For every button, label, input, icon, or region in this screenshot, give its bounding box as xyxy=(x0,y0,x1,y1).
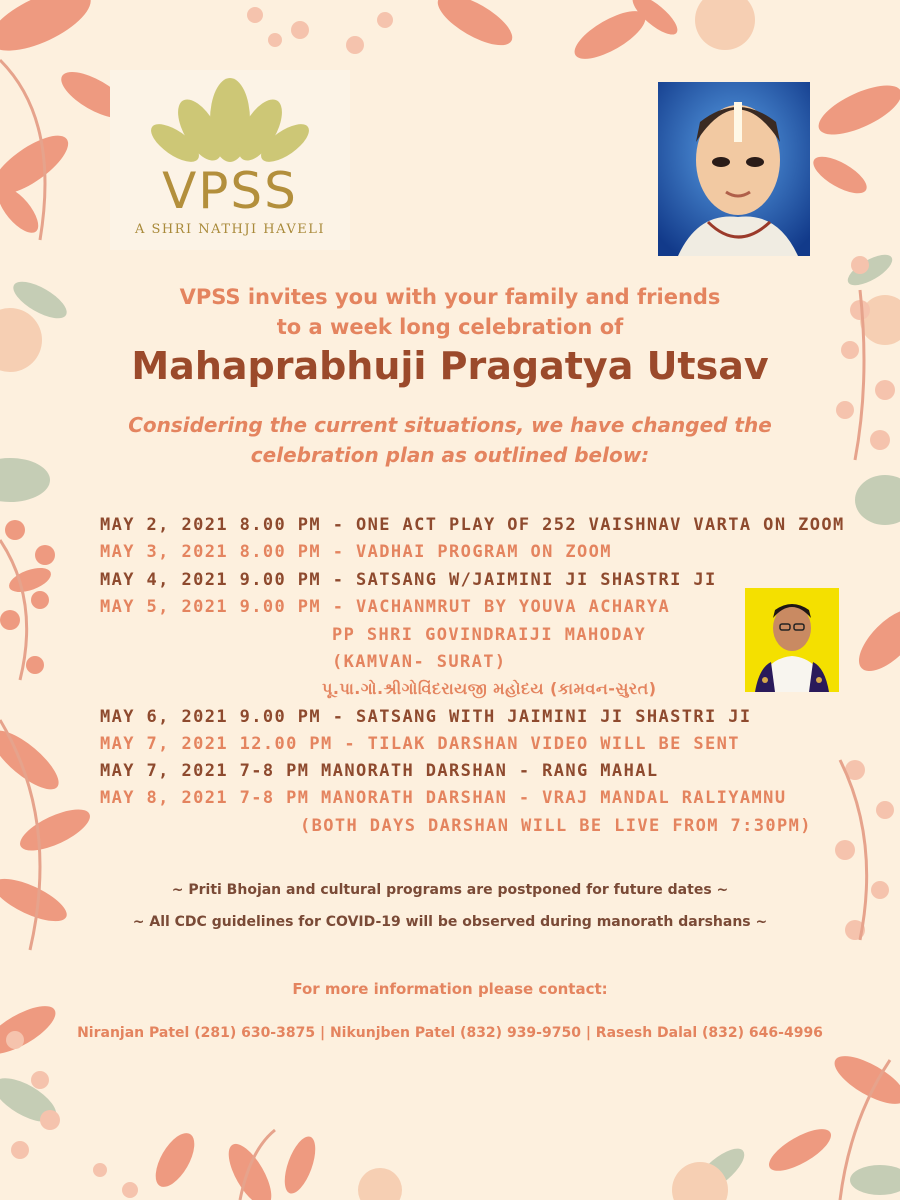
logo-tagline: A SHRI NATHJI HAVELI xyxy=(134,222,326,237)
schedule-item: MAY 7, 2021 7-8 PM MANORATH DARSHAN - RANG MAHAL xyxy=(100,761,659,781)
schedule-item: MAY 5, 2021 9.00 PM - VACHANMRUT BY YOUVA ACHARYA xyxy=(100,597,671,617)
note-line-2: celebration plan as outlined below: xyxy=(250,443,650,467)
schedule-item: PP SHRI GOVINDRAIJI MAHODAY xyxy=(332,625,647,645)
plan-note xyxy=(0,410,900,470)
intro-line-2: to a week long celebration of xyxy=(276,315,624,339)
contact-list: Niranjan Patel (281) 630-3875 | Nikunjben Patel (832) 939-9750 | Rasesh Dalal (832) 646-4996 xyxy=(77,1025,823,1041)
note-line-1: Considering the current situations, we have changed the xyxy=(128,413,772,437)
schedule-item: MAY 8, 2021 7-8 PM MANORATH DARSHAN - VRAJ MANDAL RALIYAMNU xyxy=(100,788,787,808)
intro-line-1: VPSS invites you with your family and friends xyxy=(179,285,721,309)
mahaprabhuji-portrait xyxy=(658,82,810,256)
lotus-icon xyxy=(140,75,320,165)
schedule-item: MAY 4, 2021 9.00 PM - SATSANG W/JAIMINI JI SHASTRI JI xyxy=(100,570,717,590)
acharya-portrait xyxy=(745,588,839,692)
vpss-logo xyxy=(110,70,350,250)
schedule-item: MAY 2, 2021 8.00 PM - ONE ACT PLAY OF 252 VAISHNAV VARTA ON ZOOM xyxy=(100,515,845,535)
postponed-note: ~ Priti Bhojan and cultural programs are postponed for future dates ~ xyxy=(171,882,729,898)
schedule-item: (KAMVAN- SURAT) xyxy=(332,652,507,672)
schedule-item: MAY 6, 2021 9.00 PM - SATSANG WITH JAIMINI JI SHASTRI JI xyxy=(100,707,752,727)
schedule-item-gujarati: પૂ.પા.ગો.શ્રીગોવિંદરાયજી મહોદય (કામવન-સુરત) xyxy=(322,679,657,698)
schedule-item: MAY 7, 2021 12.00 PM - TILAK DARSHAN VIDEO WILL BE SENT xyxy=(100,734,740,754)
cdc-guidelines-note: ~ All CDC guidelines for COVID-19 will be observed during manorath darshans ~ xyxy=(132,914,768,930)
schedule-item: (BOTH DAYS DARSHAN WILL BE LIVE FROM 7:30PM) xyxy=(300,816,812,836)
event-title: Mahaprabhuji Pragatya Utsav xyxy=(131,344,769,388)
contact-heading: For more information please contact: xyxy=(292,980,608,998)
logo-title: VPSS xyxy=(162,162,298,220)
intro-text xyxy=(0,282,900,342)
schedule-item: MAY 3, 2021 8.00 PM - VADHAI PROGRAM ON ZOOM xyxy=(100,542,612,562)
